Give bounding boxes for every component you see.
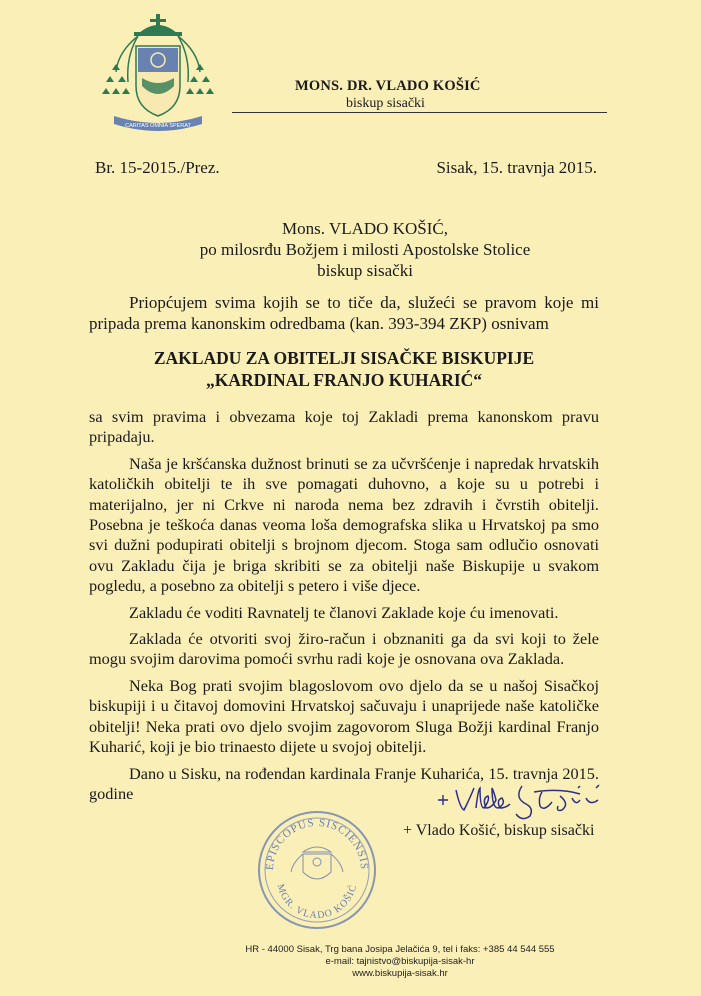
seal-top-text: EPISCOPUS SISCIENSIS (263, 816, 371, 871)
issuer-grace: po milosrđu Božjem i milosti Apostolske Stolice (199, 240, 531, 259)
letterhead-name: MONS. DR. VLADO KOŠIĆ (295, 78, 481, 94)
printed-signature: + Vlado Košić, biskup sisački (403, 822, 595, 839)
foundation-title-line-2: „KARDINAL FRANJO KUHARIĆ“ (205, 370, 483, 390)
body-paragraphs (89, 407, 599, 804)
paragraph-given: Dano u Sisku, na rođendan kardinala Franje Kuharića, 15. travnja 2015. godine (89, 763, 599, 803)
footer (200, 944, 600, 980)
crest-motto: CARITAS OMNIA SPERAT (125, 123, 191, 129)
intro-paragraph (89, 292, 599, 334)
handwritten-signature (430, 778, 620, 826)
coat-of-arms-icon (98, 12, 218, 136)
seal-bottom-text: MGR. VLADO KOŠIĆ (274, 882, 360, 922)
issuer-name: Mons. VLADO KOŠIĆ, (282, 219, 448, 238)
footer-email[interactable]: e-mail: tajnistvo@biskupija-sisak-hr (325, 956, 475, 967)
intro-text: Priopćujem svima kojih se to tiče da, služeći se pravom koje mi pripada prema kanonskim odredbama (kan. 393-394 ZKP) osnivam (89, 293, 599, 333)
paragraph-rights: sa svim pravima i obvezama koje toj Zakladi prema kanonskom pravu pripadaju. (89, 407, 599, 447)
paragraph-account: Zaklada će otvoriti svoj žiro-račun i obznaniti ga da svi koji to žele mogu svojim darovima pomoći svrhu radi koje je osnovana ova Zaklada. (89, 629, 599, 669)
reference-number: Br. 15-2015./Prez. (95, 158, 220, 177)
paragraph-blessing: Neka Bog prati svojim blagoslovom ovo djelo da se u našoj Sisačkoj biskupiji i u čitavoj domovini Hrvatskoj sačuvaju i unaprijede naše katoličke obitelji! Neka prati ovo djelo svojim zagovorom Sluga Božji kardinal Franjo Kuharić, koji je bio trinaesto dijete u svojoj obitelji. (89, 675, 599, 757)
issuer-block (130, 218, 600, 281)
letterhead-divider (232, 112, 607, 113)
paragraph-duty: Naša je kršćanska dužnost brinuti se za učvršćenje i napredak hrvatskih katoličkih obitelji te ih sve pomagati duhovno, a koje su u potrebi i materijalno, jer ni Crkve ni naroda nema bez zdravih i čvrstih obitelji. Posebna je teškoća danas veoma loša demografska slika u Hrvatskoj pa smo svi dužni podupirati obitelji s brojnom djecom. Stoga sam odlučio osnovati ovu Zakladu čija je briga skribiti se za obitelji naše Biskupije u svakom pogledu, a posebno za obitelji s petero i više djece. (89, 453, 599, 596)
foundation-title (89, 347, 599, 391)
issuer-title: biskup sisački (317, 261, 413, 280)
paragraph-management: Zakladu će voditi Ravnatelj te članovi Zaklade koje ću imenovati. (129, 602, 559, 622)
footer-address: HR - 44000 Sisak, Trg bana Josipa Jelačića 9, tel i faks: +385 44 544 555 (245, 944, 555, 955)
foundation-title-line-1: ZAKLADU ZA OBITELJI SISAČKE BISKUPIJE (153, 348, 535, 368)
footer-website[interactable]: www.biskupija-sisak.hr (352, 968, 448, 979)
svg-text:MGR. VLADO KOŠIĆ (274, 883, 359, 922)
episcopal-seal-icon (255, 808, 380, 933)
place-date: Sisak, 15. travnja 2015. (436, 158, 597, 177)
letterhead-subtitle: biskup sisački (346, 96, 425, 111)
